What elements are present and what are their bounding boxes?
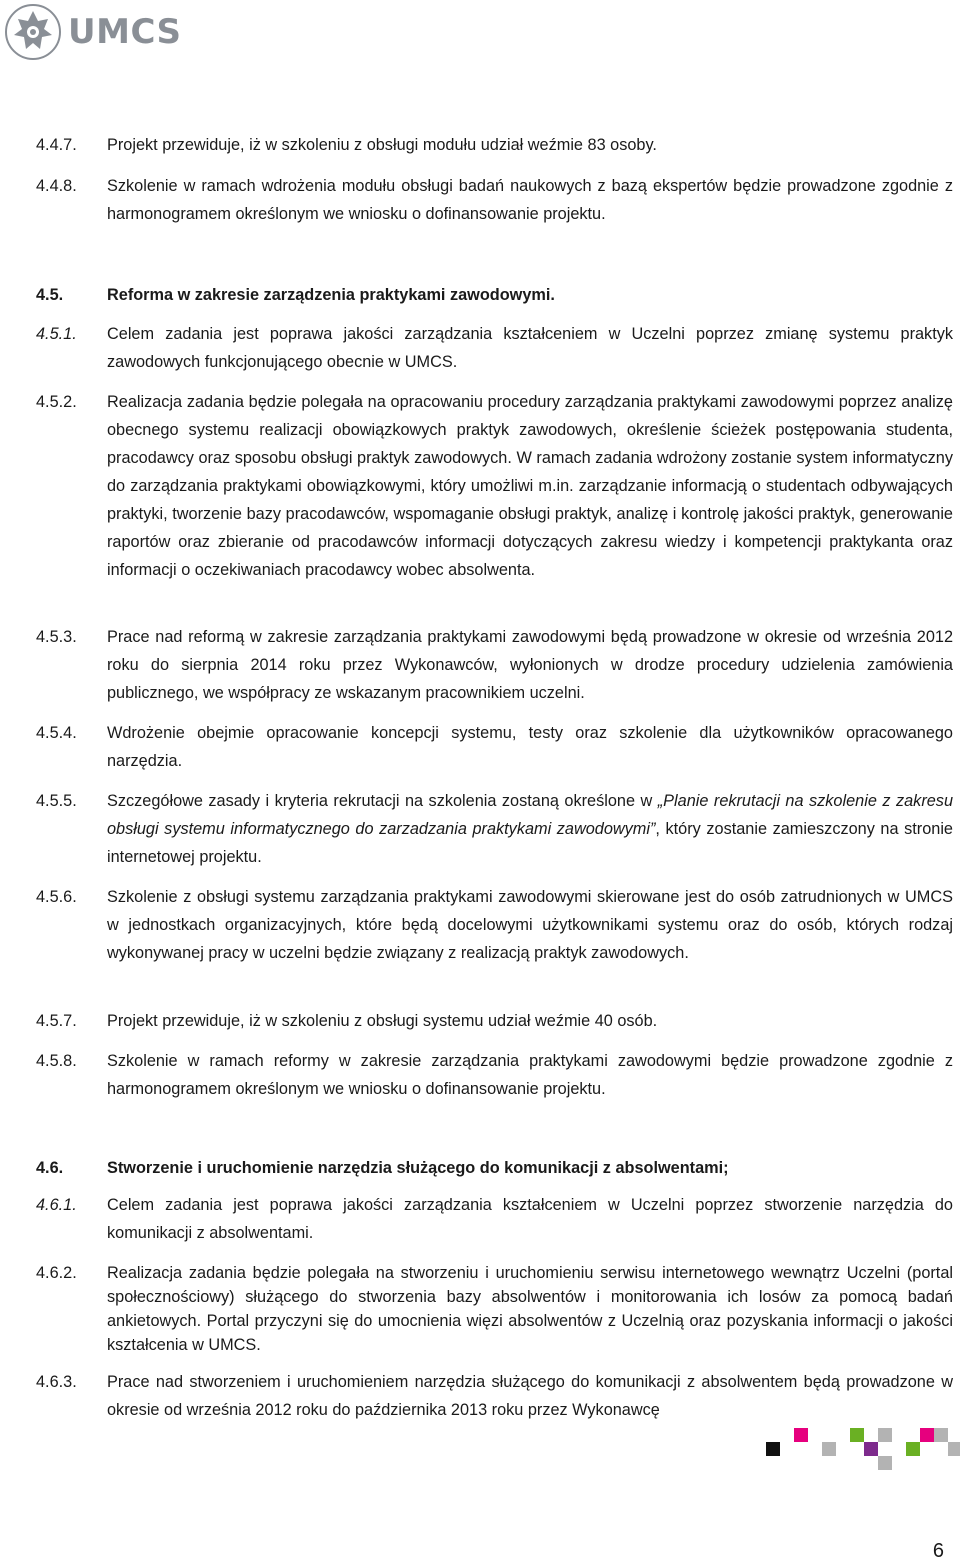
item-number: 4.6.2.	[36, 1264, 77, 1282]
square-purple	[864, 1442, 878, 1456]
item-text: Wdrożenie obejmie opracowanie koncepcji systemu, testy oraz szkolenie dla użytkowników opracowanego narzędzia.	[107, 724, 953, 770]
logo-text: UMCS	[68, 12, 182, 52]
item-text: Szkolenie w ramach reformy w zakresie zarządzania praktykami zawodowymi będzie prowadzone zgodnie z harmonogramem określonym we wniosku o dofinansowanie projektu.	[107, 1052, 953, 1098]
item-text-before: Szczegółowe zasady i kryteria rekrutacji na szkolenia zostaną określone w	[107, 792, 658, 810]
item-number: 4.4.8.	[36, 177, 77, 195]
item-number: 4.4.7.	[36, 136, 77, 154]
square-pink	[794, 1428, 808, 1442]
item-text: Szkolenie w ramach wdrożenia modułu obsługi badań naukowych z bazą ekspertów będzie prowadzone zgodnie z harmonogramem określonym we wniosku o dofinansowanie projektu.	[107, 177, 953, 223]
square-grey	[878, 1428, 892, 1442]
item-number: 4.6.3.	[36, 1373, 77, 1391]
item-text-after: , który zostanie zamieszczony na stronie internetowej projektu.	[107, 820, 953, 866]
section-number: 4.5.	[36, 286, 64, 304]
item-number: 4.5.6.	[36, 888, 77, 906]
item-text: Prace nad stworzeniem i uruchomieniem narzędzia służącego do komunikacji z absolwentem będą prowadzone w okresie od września 2012 roku do października 2013 roku przez Wykonawcę	[107, 1373, 953, 1419]
page-number: 6	[932, 1540, 944, 1562]
item-text: Projekt przewiduje, iż w szkoleniu z obsługi systemu udział weźmie 40 osób.	[107, 1012, 658, 1030]
decorative-squares	[760, 1424, 960, 1484]
section-title: Stworzenie i uruchomienie narzędzia służącego do komunikacji z absolwentami;	[107, 1159, 729, 1177]
item-text	[107, 787, 953, 871]
umcs-emblem-icon	[4, 3, 62, 61]
square-grey	[948, 1442, 960, 1456]
section-title: Reforma w zakresie zarządzenia praktykami zawodowymi.	[107, 286, 555, 304]
item-number: 4.5.7.	[36, 1012, 77, 1030]
plan-title-italic: „Planie rekrutacji na szkolenie z zakresu obsługi systemu informatycznego do zarzadzania praktykami zawodowymi”	[107, 792, 953, 838]
square-green	[850, 1428, 864, 1442]
item-text: Celem zadania jest poprawa jakości zarządzania kształceniem w Uczelni poprzez stworzenie narzędzia do komunikacji z absolwentami.	[107, 1196, 953, 1242]
section-number: 4.6.	[36, 1159, 64, 1177]
square-grey	[878, 1456, 892, 1470]
item-number: 4.5.8.	[36, 1052, 77, 1070]
square-green	[906, 1442, 920, 1456]
square-grey	[822, 1442, 836, 1456]
item-text: Realizacja zadania będzie polegała na stworzeniu i uruchomieniu serwisu internetowego wewnątrz Uczelni (portal społecznościowy) służącego do stworzenia bazy absolwentów i monitorowania ich losów za pomocą badań ankietowych. Portal przyczyni się do umocnienia więzi absolwentów z Uczelnią oraz pozyskania informacji o jakości kształcenia w UMCS.	[107, 1264, 953, 1354]
item-text: Projekt przewiduje, iż w szkoleniu z obsługi modułu udział weźmie 83 osoby.	[107, 136, 657, 154]
item-text: Celem zadania jest poprawa jakości zarządzania kształceniem w Uczelni poprzez zmianę systemu praktyk zawodowych funkcjonującego obecnie w UMCS.	[107, 325, 953, 371]
item-number: 4.5.5.	[36, 792, 77, 810]
item-number: 4.5.3.	[36, 628, 77, 646]
item-number: 4.5.1.	[36, 325, 77, 343]
item-number: 4.5.2.	[36, 393, 77, 411]
square-grey	[934, 1428, 948, 1442]
item-text: Szkolenie z obsługi systemu zarządzania praktykami zawodowymi skierowane jest do osób zatrudnionych w UMCS w jednostkach organizacyjnych, które będą docelowymi użytkownikami systemu oraz do osób, których rodzaj wykonywanej pracy w uczelni będzie związany z realizacją praktyk zawodowych.	[107, 888, 953, 962]
item-text: Prace nad reformą w zakresie zarządzania praktykami zawodowymi będą prowadzone w okresie od września 2012 roku do sierpnia 2014 roku przez Wykonawców, wyłonionych w drodze procedury udzielenia zamówienia publicznego, we współpracy ze wskazanym pracownikiem uczelni.	[107, 628, 953, 702]
item-number: 4.6.1.	[36, 1196, 77, 1214]
umcs-logo	[4, 2, 182, 62]
item-number: 4.5.4.	[36, 724, 77, 742]
item-text: Realizacja zadania będzie polegała na opracowaniu procedury zarządzania praktykami zawodowymi poprzez analizę obecnego systemu realizacji obowiązkowych praktyk zawodowych, określenie ścieżek postępowania studenta, pracodawcy oraz sposobu obsługi praktyk zawodowych. W ramach zadania wdrożony zostanie system informatyczny do zarządzania praktykami obowiązkowymi, który umożliwi m.in. zarządzanie informacją o studentach odbywających praktyki, tworzenie bazy pracodawców, wspomaganie obsługi praktyk, analizę i kontrolę jakości praktyk, generowanie raportów oraz zbieranie od pracodawców informacji dotyczących zakresu wiedzy i kompetencji praktykanta oraz informacji o oczekiwaniach pracodawcy wobec absolwenta.	[107, 393, 953, 579]
square-pink	[920, 1428, 934, 1442]
square-black	[766, 1442, 780, 1456]
